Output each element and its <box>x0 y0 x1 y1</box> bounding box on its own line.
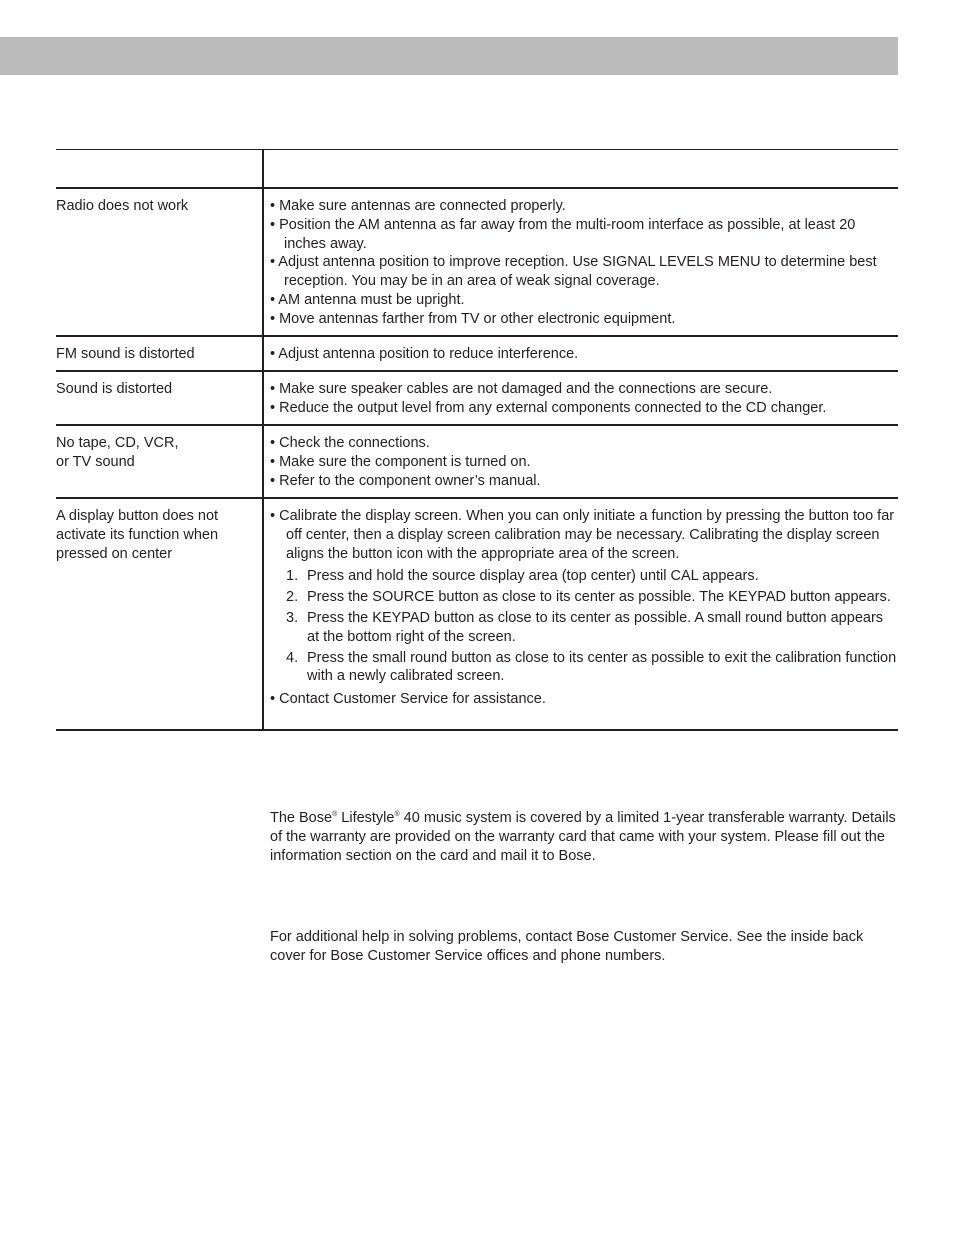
customer-service-paragraph: For additional help in solving problems, contact Bose Customer Service. See the inside back cover for Bose Customer Service offices and phone numbers. <box>270 929 864 964</box>
problem-cell <box>56 189 264 335</box>
problem-text: pressed on center <box>56 546 173 562</box>
solution-item: • Position the AM antenna as far away from the multi-room interface as possible, at least 20 inches away. <box>270 216 856 252</box>
problem-text: No tape, CD, VCR, <box>56 435 179 451</box>
solution-item: • Adjust antenna position to improve reception. Use SIGNAL LEVELS MENU to determine best reception. You may be in an area of weak signal coverage. <box>270 254 877 290</box>
calibration-steps <box>270 567 898 686</box>
problem-cell <box>56 372 264 424</box>
solution-item: • Make sure antennas are connected properly. <box>270 198 566 214</box>
step-item <box>286 567 898 586</box>
step-number: 4. <box>286 649 299 666</box>
solution-item: • Make sure speaker cables are not damaged and the connections are secure. <box>270 381 773 397</box>
problem-text: Sound is distorted <box>56 381 173 397</box>
step-item <box>286 609 898 647</box>
step-text: Press the small round button as close to its center as possible to exit the calibration function with a newly calibrated screen. <box>307 649 897 685</box>
problem-cell <box>56 426 264 497</box>
section-header-bar <box>0 37 898 75</box>
step-number: 1. <box>286 568 299 585</box>
table-row-display-button <box>56 499 898 731</box>
solution-cell <box>264 372 898 424</box>
table-row-fm <box>56 337 898 372</box>
warranty-paragraph: The Bose® Lifestyle® 40 music system is covered by a limited 1-year transferable warranty. Details of the warranty are provided on the warranty card that came with your system. Please fill out the information section on the card and mail it to Bose. <box>270 810 896 864</box>
solution-cell <box>264 337 898 370</box>
problem-cell <box>56 337 264 370</box>
step-text: Press the KEYPAD button as close to its center as possible. A small round button appears at the bottom right of the screen. <box>307 609 884 645</box>
table-row-radio <box>56 189 898 337</box>
problem-text: activate its function when <box>56 527 219 543</box>
problem-text: A display button does not <box>56 508 219 524</box>
solution-item: • Make sure the component is turned on. <box>270 453 531 470</box>
solution-item: • Reduce the output level from any external components connected to the CD changer. <box>270 399 827 416</box>
solution-item: • Check the connections. <box>270 435 430 451</box>
problem-cell <box>56 499 264 729</box>
solution-cell <box>264 499 898 729</box>
step-item <box>286 649 898 687</box>
solution-item: • Calibrate the display screen. When you can only initiate a function by pressing the button too far off center, then a display screen calibration may be necessary. Calibrating the display screen aligns the button icon with the appropriate area of the screen. <box>270 508 895 562</box>
solution-cell <box>264 426 898 497</box>
table-row-sound <box>56 372 898 426</box>
step-text: Press the SOURCE button as close to its center as possible. The KEYPAD button appears. <box>307 589 891 606</box>
solution-item: • Move antennas farther from TV or other electronic equipment. <box>270 310 676 327</box>
solution-item: • Adjust antenna position to reduce interference. <box>270 346 579 362</box>
problem-text: Radio does not work <box>56 198 189 214</box>
solution-item: • AM antenna must be upright. <box>270 291 465 308</box>
table-row-no-sound <box>56 426 898 499</box>
solution-item: • Refer to the component owner’s manual. <box>270 472 541 489</box>
table-header-row <box>56 149 898 189</box>
problem-text: or TV sound <box>56 454 135 470</box>
problem-text: FM sound is distorted <box>56 346 195 362</box>
solution-cell <box>264 189 898 335</box>
step-item <box>286 588 898 607</box>
step-number: 2. <box>286 589 299 606</box>
step-number: 3. <box>286 609 299 626</box>
step-text: Press and hold the source display area (top center) until CAL appears. <box>307 568 759 585</box>
troubleshooting-table <box>56 149 898 731</box>
solution-item: • Contact Customer Service for assistance. <box>270 691 546 708</box>
